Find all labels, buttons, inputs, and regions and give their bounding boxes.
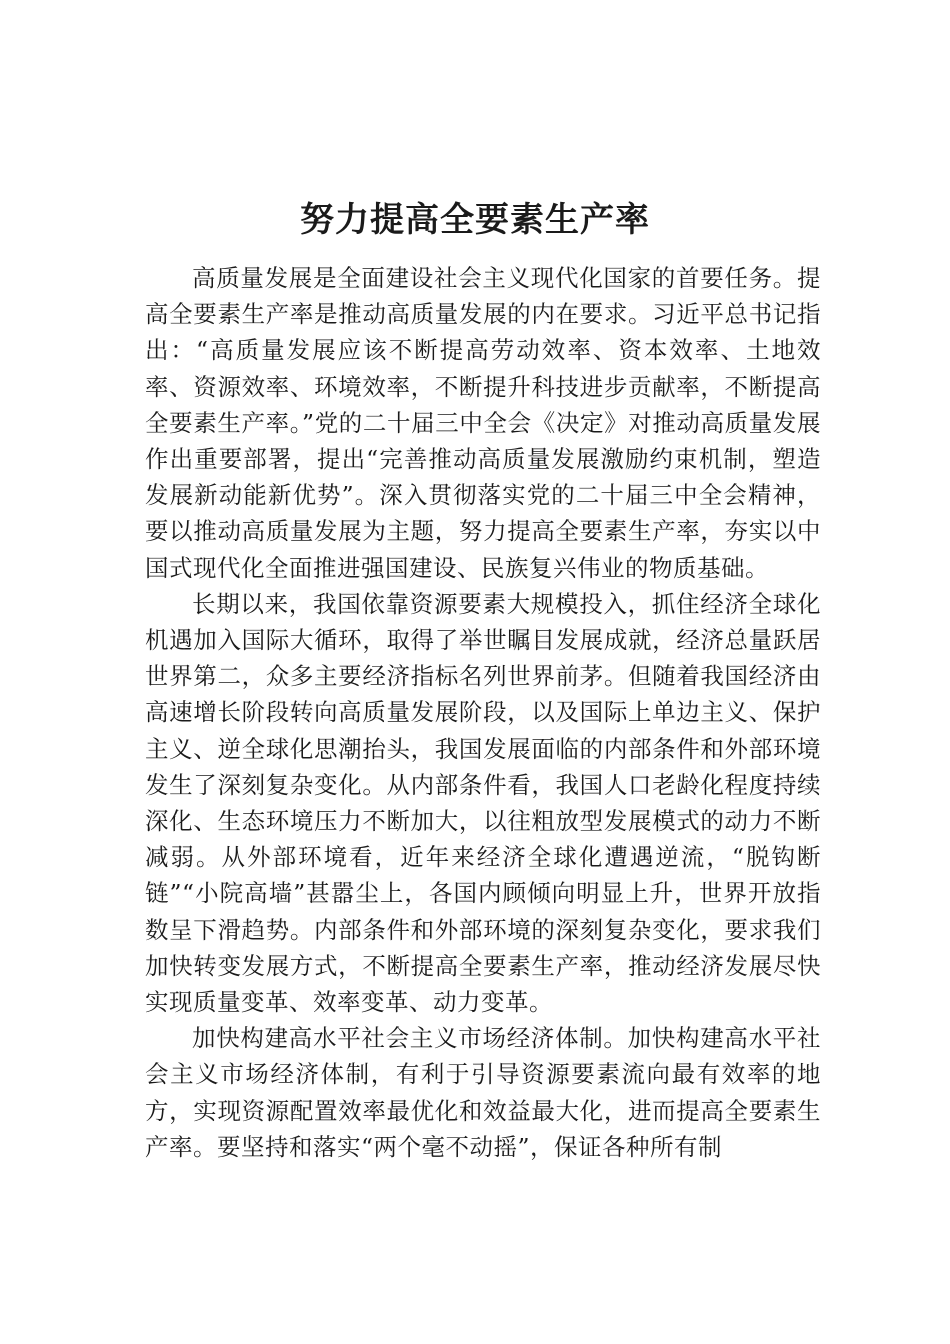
paragraph-2: 长期以来，我国依靠资源要素大规模投入，抓住经济全球化机遇加入国际大循环，取得了举世瞩目发展成就，经济总量跃居世界第二，众多主要经济指标名列世界前茅。但随着我国经济由高速增长阶段转向高质量发展阶段，以及国际上单边主义、保护主义、逆全球化思潮抬头，我国发展面临的内部条件和外部环境发生了深刻复杂变化。从内部条件看，我国人口老龄化程度持续深化、生态环境压力不断加大，以往粗放型发展模式的动力不断减弱。从外部环境看，近年来经济全球化遭遇逆流，“脱钩断链”“小院高墙”甚嚣尘上，各国内顾倾向明显上升，世界开放指数呈下滑趋势。内部条件和外部环境的深刻复杂变化，要求我们加快转变发展方式，不断提高全要素生产率，推动经济发展尽快实现质量变革、效率变革、动力变革。 (145, 589, 821, 1017)
paragraph-3: 加快构建高水平社会主义市场经济体制。加快构建高水平社会主义市场经济体制，有利于引导资源要素流向最有效率的地方，实现资源配置效率最优化和效益最大化，进而提高全要素生产率。要坚持和落实“两个毫不动摇”，保证各种所有制 (145, 1024, 821, 1161)
document-title: 努力提高全要素生产率 (300, 200, 650, 240)
document-body (145, 260, 821, 1165)
paragraph-1: 高质量发展是全面建设社会主义现代化国家的首要任务。提高全要素生产率是推动高质量发展的内在要求。习近平总书记指出：“高质量发展应该不断提高劳动效率、资本效率、土地效率、资源效率、环境效率，不断提升科技进步贡献率，不断提高全要素生产率。”党的二十届三中全会《决定》对推动高质量发展作出重要部署，提出“完善推动高质量发展激励约束机制，塑造发展新动能新优势”。深入贯彻落实党的二十届三中全会精神，要以推动高质量发展为主题，努力提高全要素生产率，夯实以中国式现代化全面推进强国建设、民族复兴伟业的物质基础。 (145, 264, 821, 582)
